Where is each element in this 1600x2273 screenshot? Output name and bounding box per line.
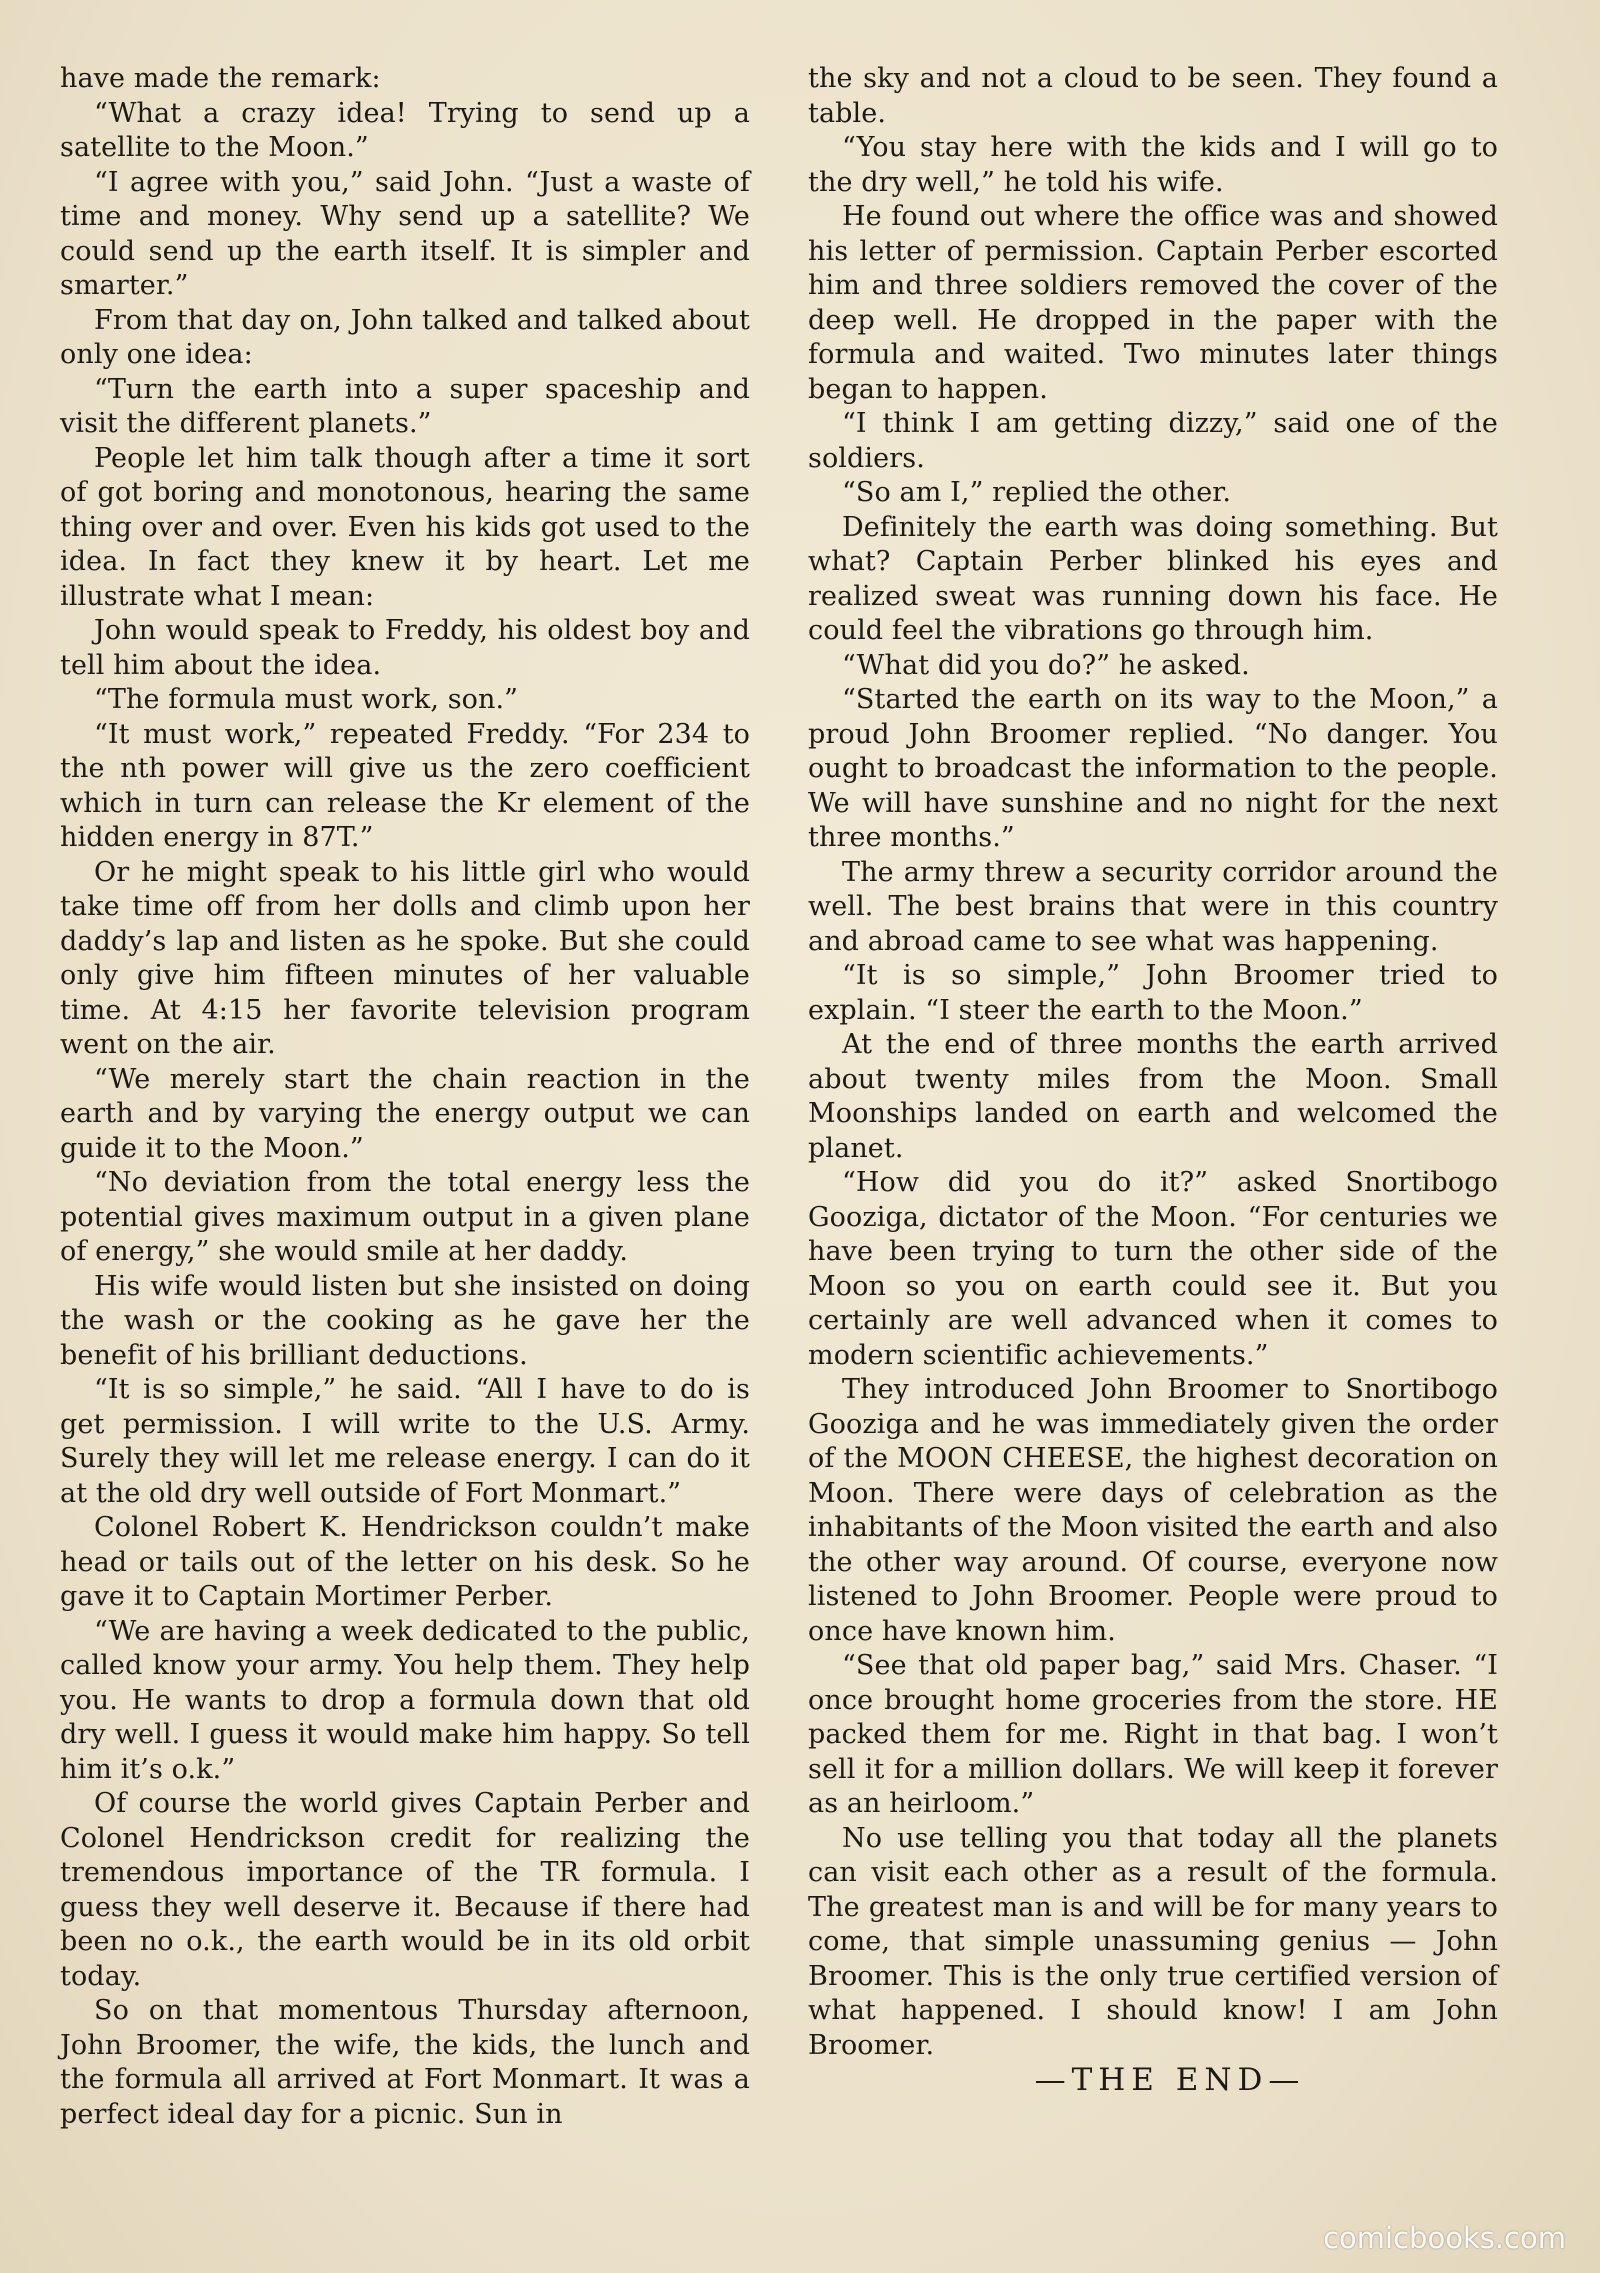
paragraph: “It is so simple,” he said. “All I have to do is get permission. I will write to the U.S. Army. Surely they will let me release energy. I can do it at the old dry well outside of Fort Monmart.” bbox=[60, 1374, 750, 1509]
paragraph: “Started the earth on its way to the Moon,” a proud John Broomer replied. “No danger. You ought to broadcast the information to the people. We will have sunshine and no night for the next three months.” bbox=[808, 684, 1498, 853]
paragraph: “We are having a week dedicated to the public, called know your army. You help them. They help you. He wants to drop a formula down that old dry well. I guess it would make him happy. So tell him it’s o.k.” bbox=[60, 1615, 750, 1785]
paragraph: “It is so simple,” John Broomer tried to explain. “I steer the earth to the Moon.” bbox=[808, 960, 1498, 1026]
paragraph: Colonel Robert K. Hendrickson couldn’t make head or tails out of the letter on his desk. So he gave it to Captain Mortimer Perber. bbox=[60, 1512, 750, 1612]
paragraph: So on that momentous Thursday afternoon, John Broomer, the wife, the kids, the lunch and the formula all arrived at Fort Monmart. It was a perfect ideal day for a picnic. Sun in bbox=[60, 1995, 750, 2130]
paragraph: “See that old paper bag,” said Mrs. Chaser. “I once brought home groceries from the store. HE packed them for me. Right in that bag. I won’t sell it for a million dollars. We will keep it forever as an heirloom.” bbox=[808, 1650, 1498, 1819]
paragraph: No use telling you that today all the planets can visit each other as a result of the formula. The greatest man is and will be for many years to come, that simple unassuming genius — John Broomer. This is the only true certified version of what happened. I should know! I am John Broomer. bbox=[808, 1822, 1498, 2061]
left-column bbox=[60, 62, 750, 2132]
paragraph: Or he might speak to his little girl who would take time off from her dolls and climb upon her daddy’s lap and listen as he spoke. But she could only give him fifteen minutes of her valuable time. At 4:15 her favorite television program went on the air. bbox=[60, 856, 750, 1060]
paragraph: John would speak to Freddy, his oldest boy and tell him about the idea. bbox=[60, 615, 750, 681]
paragraph: Of course the world gives Captain Perber and Colonel Hendrickson credit for realizing the tremendous importance of the TR formula. I guess they well deserve it. Because if there had been no o.k., the earth would be in its old orbit today. bbox=[60, 1788, 750, 1992]
paragraph: People let him talk though after a time it sort of got boring and monotonous, hearing the same thing over and over. Even his kids got used to the idea. In fact they knew it by heart. Let me illustrate what I mean: bbox=[60, 442, 750, 612]
paragraph: “What a crazy idea! Trying to send up a satellite to the Moon.” bbox=[60, 97, 750, 163]
paragraph: From that day on, John talked and talked about only one idea: bbox=[60, 304, 750, 370]
paragraph: They introduced John Broomer to Snortibogo Gooziga and he was immediately given the order of the MOON CHEESE, the highest decoration on Moon. There were days of celebration as the inhabitants of the Moon visited the earth and also the other way around. Of course, everyone now listened to John Broomer. People were proud to once have known him. bbox=[808, 1374, 1498, 1647]
paragraph: “You stay here with the kids and I will go to the dry well,” he told his wife. bbox=[808, 132, 1498, 198]
paragraph: “We merely start the chain reaction in the earth and by varying the energy output we can guide it to the Moon.” bbox=[60, 1063, 750, 1164]
watermark: comicbooks.com bbox=[1323, 2221, 1566, 2255]
paragraph: “I agree with you,” said John. “Just a waste of time and money. Why send up a satellite? We could send up the earth itself. It is simpler and smarter.” bbox=[60, 166, 750, 301]
paragraph: At the end of three months the earth arrived about twenty miles from the Moon. Small Moonships landed on earth and welcomed the planet. bbox=[808, 1029, 1498, 1164]
paragraph: the sky and not a cloud to be seen. They found a table. bbox=[808, 63, 1498, 129]
paragraph: His wife would listen but she insisted on doing the wash or the cooking as he gave her the benefit of his brilliant deductions. bbox=[60, 1270, 750, 1371]
right-column bbox=[808, 62, 1498, 2098]
paragraph: “It must work,” repeated Freddy. “For 234 to the nth power will give us the zero coefficient which in turn can release the Kr element of the hidden energy in 87T.” bbox=[60, 718, 750, 853]
paragraph: He found out where the office was and showed his letter of permission. Captain Perber escorted him and three soldiers removed the cover of the deep well. He dropped in the paper with the formula and waited. Two minutes later things began to happen. bbox=[808, 201, 1498, 405]
paragraph: “Turn the earth into a super spaceship and visit the different planets.” bbox=[60, 373, 750, 439]
paragraph: “What did you do?” he asked. bbox=[842, 649, 1250, 681]
paragraph: Definitely the earth was doing something. But what? Captain Perber blinked his eyes and realized sweat was running down his face. He could feel the vibrations go through him. bbox=[808, 511, 1498, 646]
paragraph: “I think I am getting dizzy,” said one of the soldiers. bbox=[808, 408, 1498, 474]
the-end-label: —THE END— bbox=[1034, 2062, 1306, 2098]
paragraph: “How did you do it?” asked Snortibogo Gooziga, dictator of the Moon. “For centuries we have been trying to turn the other side of the Moon so you on earth could see it. But you certainly are well advanced when it comes to modern scientific achievements.” bbox=[808, 1167, 1498, 1371]
paragraph: “No deviation from the total energy less the potential gives maximum output in a given plane of energy,” she would smile at her daddy. bbox=[60, 1167, 750, 1267]
paragraph: The army threw a security corridor around the well. The best brains that were in this country and abroad came to see what was happening. bbox=[808, 856, 1498, 957]
paragraph: “So am I,” replied the other. bbox=[842, 477, 1232, 508]
paragraph: “The formula must work, son.” bbox=[94, 684, 519, 715]
paragraph: have made the remark: bbox=[60, 63, 381, 94]
